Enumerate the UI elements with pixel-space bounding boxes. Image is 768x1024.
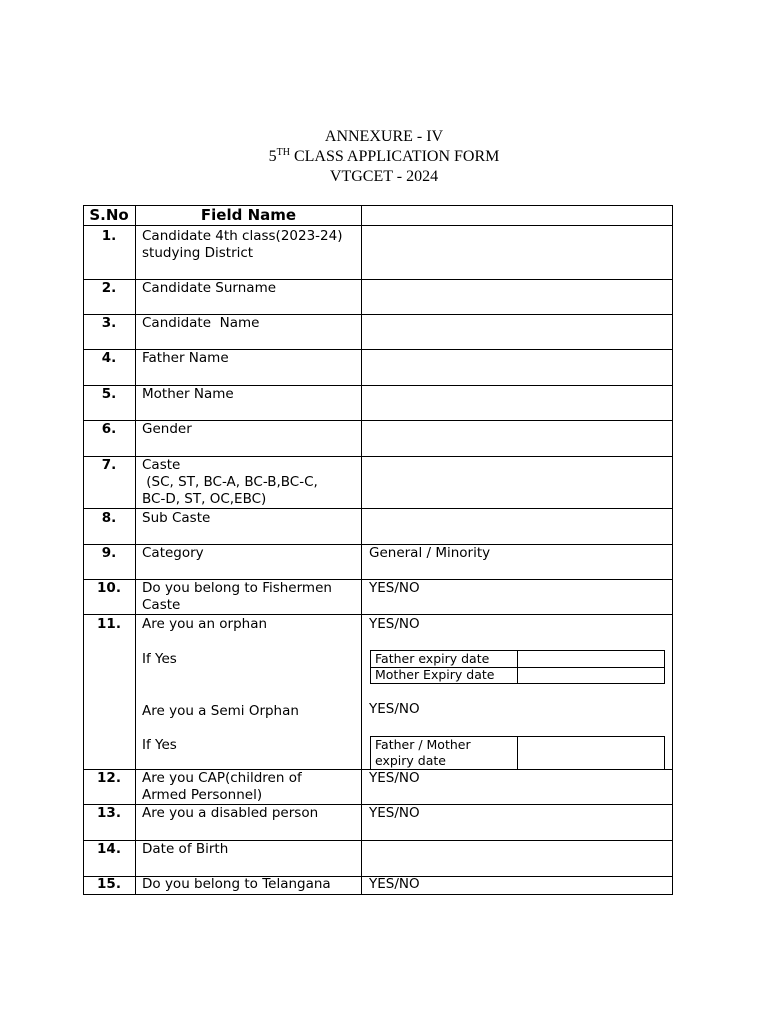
column-divider-sno — [135, 205, 136, 895]
row-number: 5. — [101, 386, 117, 402]
parent-expiry-label: expiry date — [375, 753, 446, 768]
if-yes-label: If Yes — [142, 651, 177, 667]
field-label: Category — [142, 545, 204, 561]
field-value[interactable]: YES/NO — [369, 805, 420, 821]
parent-expiry-table — [370, 650, 665, 684]
field-label: Gender — [142, 421, 192, 437]
row-number: 15. — [97, 876, 121, 892]
row-number: 8. — [101, 510, 117, 526]
row-number: 12. — [97, 770, 121, 786]
exam-title: VTGCET - 2024 — [329, 168, 439, 185]
form-title-grade: 5 — [268, 148, 277, 165]
row-number: 9. — [101, 545, 117, 561]
table-border-bottom — [83, 894, 673, 895]
column-divider-field — [361, 205, 362, 895]
field-label: Candidate 4th class(2023-24) — [142, 228, 343, 244]
field-label: Are you an orphan — [142, 616, 268, 632]
row-number: 7. — [101, 457, 117, 473]
row-number: 6. — [101, 421, 117, 437]
field-label: Date of Birth — [142, 841, 229, 857]
form-title-superscript: TH — [276, 147, 290, 158]
field-label: Caste — [142, 457, 181, 473]
field-label: (SC, ST, BC-A, BC-B,BC-C, — [142, 474, 318, 490]
table-border-right — [672, 205, 673, 895]
semi-orphan-value[interactable]: YES/NO — [369, 701, 420, 717]
form-title-rest: CLASS APPLICATION FORM — [289, 148, 500, 165]
field-label: BC-D, ST, OC,EBC) — [142, 491, 267, 507]
field-value[interactable]: General / Minority — [369, 545, 491, 561]
row-number: 11. — [97, 616, 121, 632]
row-number: 2. — [101, 280, 117, 296]
row-number: 10. — [97, 580, 121, 596]
parent-expiry-label: Father / Mother — [375, 737, 471, 752]
field-value[interactable]: YES/NO — [369, 770, 420, 786]
field-label: studying District — [142, 245, 254, 261]
field-label: Armed Personnel) — [142, 787, 263, 803]
mother-expiry-label: Mother Expiry date — [375, 667, 495, 682]
field-label: Do you belong to Telangana — [142, 876, 331, 892]
row-number: 3. — [101, 315, 117, 331]
semi-orphan-label: Are you a Semi Orphan — [142, 703, 299, 719]
row-divider — [83, 508, 673, 509]
field-label: Sub Caste — [142, 510, 211, 526]
field-label: Caste — [142, 597, 181, 613]
column-header-field-name: Field Name — [200, 206, 297, 224]
field-value[interactable]: YES/NO — [369, 616, 420, 632]
row-number: 1. — [101, 228, 117, 244]
row-divider — [83, 225, 673, 226]
form-title — [0, 147, 768, 167]
field-label: Are you a disabled person — [142, 805, 319, 821]
field-value[interactable]: YES/NO — [369, 580, 420, 596]
field-label: Candidate Surname — [142, 280, 277, 296]
field-label: Mother Name — [142, 386, 234, 402]
application-table — [83, 205, 673, 895]
field-value[interactable]: YES/NO — [369, 876, 420, 892]
field-label: Do you belong to Fishermen — [142, 580, 332, 596]
field-label: Candidate Name — [142, 315, 260, 331]
annexure-title: ANNEXURE - IV — [324, 128, 444, 145]
field-label: Father Name — [142, 350, 229, 366]
if-yes-label: If Yes — [142, 737, 177, 753]
column-header-sno: S.No — [89, 206, 129, 224]
semi-orphan-expiry-table — [370, 736, 665, 770]
row-number: 13. — [97, 805, 121, 821]
row-divider — [83, 614, 673, 615]
row-number: 4. — [101, 350, 117, 366]
row-number: 14. — [97, 841, 121, 857]
field-label: Are you CAP(children of — [142, 770, 302, 786]
expiry-column-divider — [517, 737, 518, 769]
father-expiry-label: Father expiry date — [375, 651, 490, 666]
